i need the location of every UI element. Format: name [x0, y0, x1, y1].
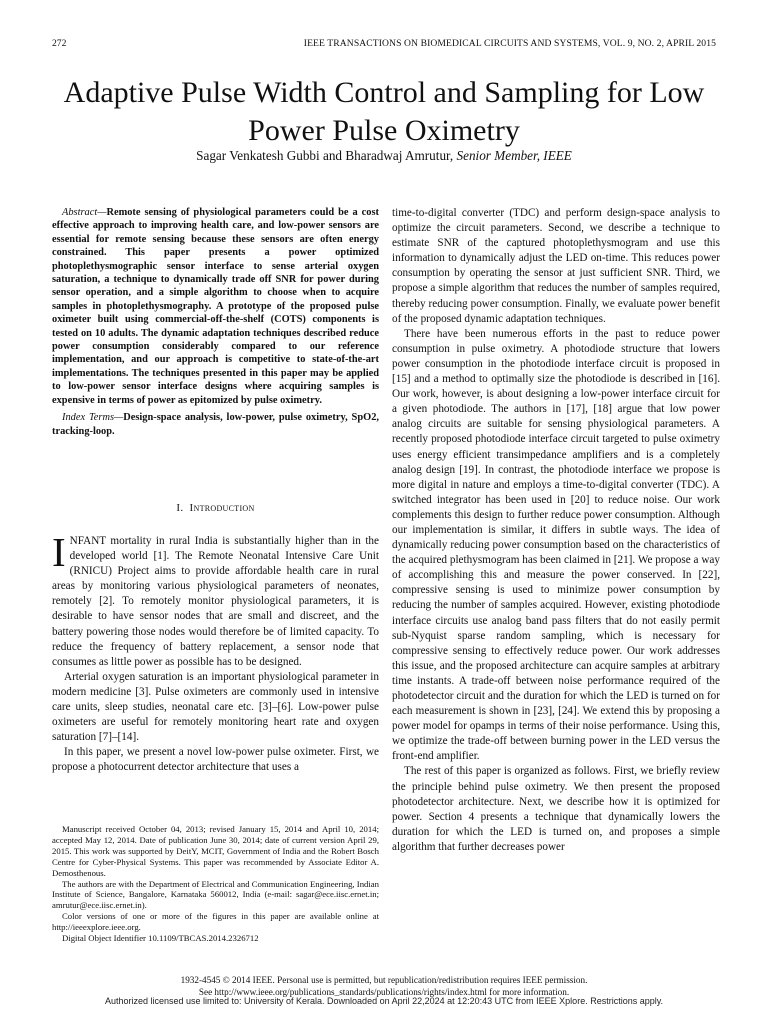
right-paragraph-3: The rest of this paper is organized as follows. First, we briefly review the principle behind pulse oximetry. We then present the proposed photodetector architecture. Next, we describe how it is optimized for power. Section 4 presents a technique that dynamically lowers the duration for which the LED is turned on, and proposes a simple algorithm that further decreases power — [392, 765, 720, 853]
author-names: Sagar Venkatesh Gubbi and Bharadwaj Amrutur, — [196, 148, 454, 163]
index-terms-text: Design-space analysis, low-power, pulse oximetry, SpO2, tracking-loop. — [52, 412, 379, 437]
footnote-authors: The authors are with the Department of Electrical and Communication Engineering, Indian Institute of Science, Bangalore, Karnataka 560012, India (e-mail: sagar@ece.iisc.ernet.in; amrutur@ece.iisc.ernet.in). — [52, 878, 379, 911]
abstract-label: Abstract— — [62, 207, 107, 218]
intro-paragraph-2: Arterial oxygen saturation is an important physiological parameter in modern medicine [3]. Pulse oximeters are commonly used in intensive care units, sleep studies, neonatal care etc. [3]–[6]. Low-power pulse oximeters are useful for remotely monitoring heart rate and oxygen saturation [7]–[14]. — [52, 670, 379, 744]
right-paragraph-1: time-to-digital converter (TDC) and perform design-space analysis to optimize the circuit parameters. Second, we describe a technique to estimate SNR of the captured photoplethysmogram and use this information to dynamically adjust the LED on-time. This reduces power consumption by operating the sensor at just sufficient SNR. Third, we propose a simple algorithm that reduces the number of samples required, thereby reducing power consumption. Finally, we evaluate power benefit of the proposed dynamic adaptation techniques. — [392, 207, 720, 325]
right-paragraph-2: There have been numerous efforts in the past to reduce power consumption in pulse oximetry. A photodiode structure that lowers power consumption in the photodiode interface circuit is proposed in [15] and a method to optimally size the photodiode is described in [16]. Our work, however, is about designing a low-power interface circuit for a given photodiode. The authors in [17], [18] argue that low power analog circuits are suitable for sensing physiological parameters. A recently proposed photodiode interface circuit targeted to pulse oximetry uses energy efficient transimpedance amplifiers and is a completely analog design [19]. In contrast, the photodiode interface we propose is more digital in nature and employs a time-to-digital converter (TDC). A switched integrator has been used in [20] to reduce noise. Our work complements this design to further reduce power consumption. Although our implementation is similar, it differs in subtle ways. The idea of dynamically reducing power consumption based on the characteristics of the acquired plethysmogram has been claimed in [21]. We propose a way of accomplishing this and measure the power conserved. In [22], compressive sensing is used to minimize power consumption by reducing the number of samples acquired. However, existing photodiode interface circuits use analog band pass filters that do not easily permit sub-Nyquist sparse random sampling, which is necessary for compressive sensing to effectively reduce power. Our work addresses this issue, and the proposed architecture can acquire samples at arbitrary time instants. A trade-off between noise performance required of the photodetector circuit and the duration for which the LED is turned on for each measurement is shown in [23], [24]. We extend this by proposing a power model for opamps in terms of their noise performance. Using this, we optimize the trade-off between burning power in the LED versus the front-end amplifier. — [392, 327, 720, 763]
section-numeral: I. — [176, 501, 184, 514]
index-terms-label: Index Terms— — [62, 412, 124, 424]
copyright-notice: 1932-4545 © 2014 IEEE. Personal use is permitted, but republication/redistribution requires IEEE permission. — [180, 975, 588, 985]
right-column — [392, 206, 720, 855]
footnotes — [52, 824, 379, 944]
author-line — [40, 148, 728, 164]
intro-paragraph-1 — [52, 529, 379, 670]
footnote-doi: Digital Object Identifier 10.1109/TBCAS.2014.2326712 — [62, 933, 259, 944]
section-title: Introduction — [189, 501, 255, 514]
index-terms — [52, 411, 379, 438]
intro-paragraph-1-text: NFANT mortality in rural India is substantially higher than in the developed world [1]. The Remote Neonatal Intensive Care Unit (RNICU) Project aims to provide affordable health care in rural areas by monitoring various physiological parameters of neonates, remotely [2]. To remotely monitor physiological parameters, it is desirable to have sensor nodes that are small and discreet, and the battery powering those nodes would therefore be of limited capacity. To reduce the frequency of battery replacement, a sensor node that consumes as little power as possible has to be designed. — [52, 535, 379, 668]
section-heading-introduction — [52, 501, 379, 516]
rights-link[interactable]: See http://www.ieee.org/publications_standards/publications/rights/index.html for more information. — [198, 987, 570, 997]
footnote-color: Color versions of one or more of the figures in this paper are available online at http://ieeexplore.ieee.org. — [52, 911, 379, 933]
footnote-manuscript: Manuscript received October 04, 2013; revised January 15, 2014 and April 10, 2014; accepted May 12, 2014. Date of publication June 30, 2014; date of current version April 29, 2015. This work was supported by DeitY, MCIT, Government of India and the Robert Bosch Centre for Cyber-Physical Systems. This paper was recommended by Associate Editor A. Demosthenous. — [52, 824, 379, 878]
left-column — [52, 206, 379, 776]
journal-name: IEEE TRANSACTIONS ON BIOMEDICAL CIRCUITS AND SYSTEMS, VOL. 9, NO. 2, APRIL 2015 — [303, 38, 716, 49]
running-header — [52, 38, 716, 52]
license-watermark: Authorized licensed use limited to: University of Kerala. Downloaded on April 22,2024 at 12:20:43 UTC from IEEE Xplore. Restrictions apply. — [104, 996, 664, 1006]
intro-paragraph-3: In this paper, we present a novel low-power pulse oximeter. First, we propose a photocurrent detector architecture that uses a — [52, 746, 379, 774]
abstract — [52, 206, 379, 407]
page-number: 272 — [52, 38, 67, 49]
paper-title: Adaptive Pulse Width Control and Sampling for Low Power Pulse Oximetry — [63, 76, 705, 147]
author-membership: Senior Member, IEEE — [456, 148, 572, 163]
drop-cap: I — [52, 529, 66, 575]
abstract-text: Remote sensing of physiological parameters could be a cost effective approach to improving health care, and low-power sensors are essential for remote sensing because these sensors are often energy constrained. This paper presents a power optimized photoplethysmographic sensor interface to sense arterial oxygen saturation, a technique to dynamically trade off SNR for power during sensor operation, and a simple algorithm to choose when to acquire samples in photoplethysmography. A prototype of the proposed pulse oximeter built using commercial-off-the-shelf (COTS) components is tested on 10 adults. The dynamic adaptation techniques described reduce power consumption considerably compared to our reference implementation, and our approach is competitive to state-of-the-art implementations. The techniques presented in this paper may be applied to low-power sensor interface designs where acquiring samples is expensive in terms of power as epitomized by pulse oximetry. — [52, 207, 379, 406]
